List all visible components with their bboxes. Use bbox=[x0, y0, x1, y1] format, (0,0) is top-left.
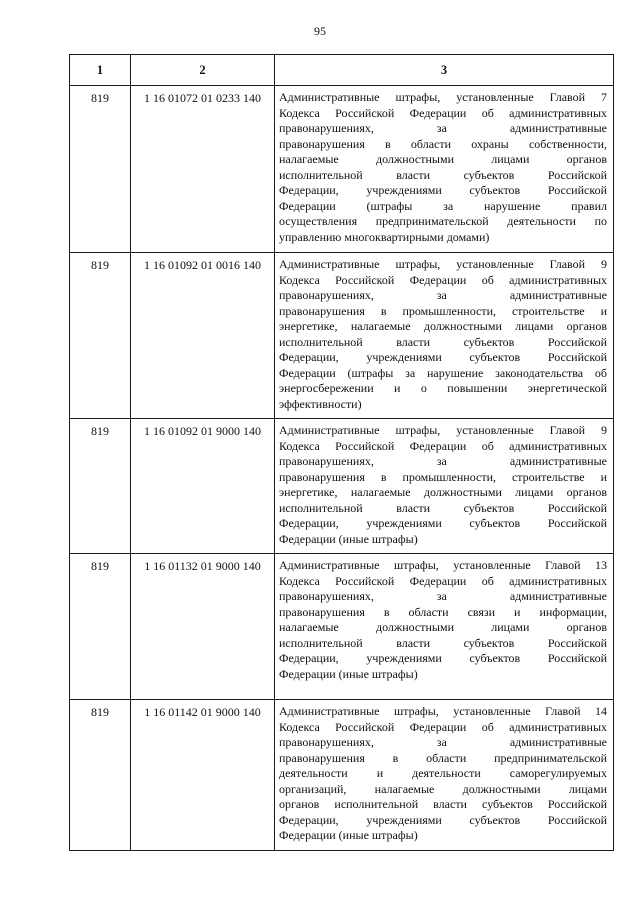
budget-classification-code-cell: 1 16 01132 01 9000 140 bbox=[131, 554, 275, 700]
description-line: Федерации, учреждениями субъектов Российской bbox=[279, 812, 607, 827]
table-row bbox=[70, 554, 614, 700]
admin-code-cell: 819 bbox=[70, 253, 131, 419]
description-line: Кодекса Российской Федерации об административных bbox=[279, 573, 607, 588]
description-line: управлению многоквартирными домами) bbox=[279, 229, 490, 244]
description-line: Федерации (иные штрафы) bbox=[279, 828, 418, 842]
description-line: органов исполнительной власти субъектов Российской bbox=[279, 797, 607, 811]
budget-classification-code-cell: 1 16 01142 01 9000 140 bbox=[131, 700, 275, 851]
description-line: правонарушениях, за административные bbox=[279, 288, 607, 302]
description-line: Федерации (иные штрафы) bbox=[279, 531, 418, 546]
description-cell bbox=[275, 419, 614, 554]
admin-code-cell: 819 bbox=[70, 554, 131, 700]
description-line: энергетике, налагаемые должностными лицами органов bbox=[279, 485, 607, 499]
description-line: Федерации (иные штрафы) bbox=[279, 666, 418, 681]
description-line: правонарушения в области предпринимательской bbox=[279, 750, 607, 765]
description-line: Административные штрафы, установленные Главой 7 bbox=[279, 90, 607, 104]
description-cell bbox=[275, 86, 614, 253]
description-line: налагаемые должностными лицами органов bbox=[279, 152, 607, 166]
column-header-code: 2 bbox=[131, 55, 275, 86]
description-line: Федерации, учреждениями субъектов Российской bbox=[279, 651, 607, 665]
description-line: правонарушениях, за административные bbox=[279, 735, 607, 749]
table-row bbox=[70, 700, 614, 851]
description-line: Федерации (штрафы за нарушение законодательства об bbox=[279, 365, 607, 380]
description-line: Кодекса Российской Федерации об административных bbox=[279, 719, 607, 734]
admin-code-cell: 819 bbox=[70, 700, 131, 851]
description-line: правонарушения в промышленности, строительстве и bbox=[279, 469, 607, 484]
description-line: исполнительной власти субъектов Российской bbox=[279, 500, 607, 515]
budget-classification-code-cell: 1 16 01072 01 0233 140 bbox=[131, 86, 275, 253]
description-line: эффективности) bbox=[279, 396, 362, 411]
description-line: осуществления предпринимательской деятельности по bbox=[279, 214, 607, 228]
description-line: исполнительной власти субъектов Российской bbox=[279, 167, 607, 182]
admin-code-cell: 819 bbox=[70, 86, 131, 253]
table-body bbox=[70, 86, 614, 851]
description-line: деятельности и деятельности саморегулируемых bbox=[279, 766, 607, 780]
description-line: энергосбережении и о повышении энергетической bbox=[279, 381, 607, 395]
table-row bbox=[70, 86, 614, 253]
description-cell bbox=[275, 554, 614, 700]
description-line: Административные штрафы, установленные Главой 13 bbox=[279, 558, 607, 572]
fines-table bbox=[69, 54, 614, 851]
page-number: 95 bbox=[314, 24, 326, 38]
column-header-admin: 1 bbox=[70, 55, 131, 86]
description-line: правонарушениях, за административные bbox=[279, 589, 607, 603]
description-cell bbox=[275, 253, 614, 419]
description-line: Кодекса Российской Федерации об административных bbox=[279, 105, 607, 120]
description-line: Федерации, учреждениями субъектов Российской bbox=[279, 350, 607, 364]
description-line: Федерации, учреждениями субъектов Российской bbox=[279, 516, 607, 530]
description-line: правонарушения в области охраны собственности, bbox=[279, 136, 607, 151]
description-line: Административные штрафы, установленные Главой 9 bbox=[279, 257, 607, 271]
description-line: правонарушениях, за административные bbox=[279, 454, 607, 468]
description-line: Кодекса Российской Федерации об административных bbox=[279, 272, 607, 287]
description-line: Федерации (штрафы за нарушение правил bbox=[279, 198, 607, 213]
table-row bbox=[70, 419, 614, 554]
description-line: правонарушения в области связи и информации, bbox=[279, 604, 607, 619]
description-line: Федерации, учреждениями субъектов Российской bbox=[279, 183, 607, 197]
description-line: налагаемые должностными лицами органов bbox=[279, 620, 607, 634]
description-line: правонарушениях, за административные bbox=[279, 121, 607, 135]
budget-classification-code-cell: 1 16 01092 01 0016 140 bbox=[131, 253, 275, 419]
description-line: Кодекса Российской Федерации об административных bbox=[279, 438, 607, 453]
table-row bbox=[70, 253, 614, 419]
description-line: Административные штрафы, установленные Главой 9 bbox=[279, 423, 607, 437]
admin-code-cell: 819 bbox=[70, 419, 131, 554]
table-header-row bbox=[70, 55, 614, 86]
description-line: энергетике, налагаемые должностными лицами органов bbox=[279, 319, 607, 333]
description-cell bbox=[275, 700, 614, 851]
description-line: правонарушения в промышленности, строительстве и bbox=[279, 303, 607, 318]
column-header-description: 3 bbox=[275, 55, 614, 86]
budget-classification-code-cell: 1 16 01092 01 9000 140 bbox=[131, 419, 275, 554]
description-line: исполнительной власти субъектов Российской bbox=[279, 334, 607, 349]
description-line: организаций, налагаемые должностными лицами bbox=[279, 781, 607, 796]
description-line: исполнительной власти субъектов Российской bbox=[279, 635, 607, 650]
description-line: Административные штрафы, установленные Главой 14 bbox=[279, 704, 607, 718]
